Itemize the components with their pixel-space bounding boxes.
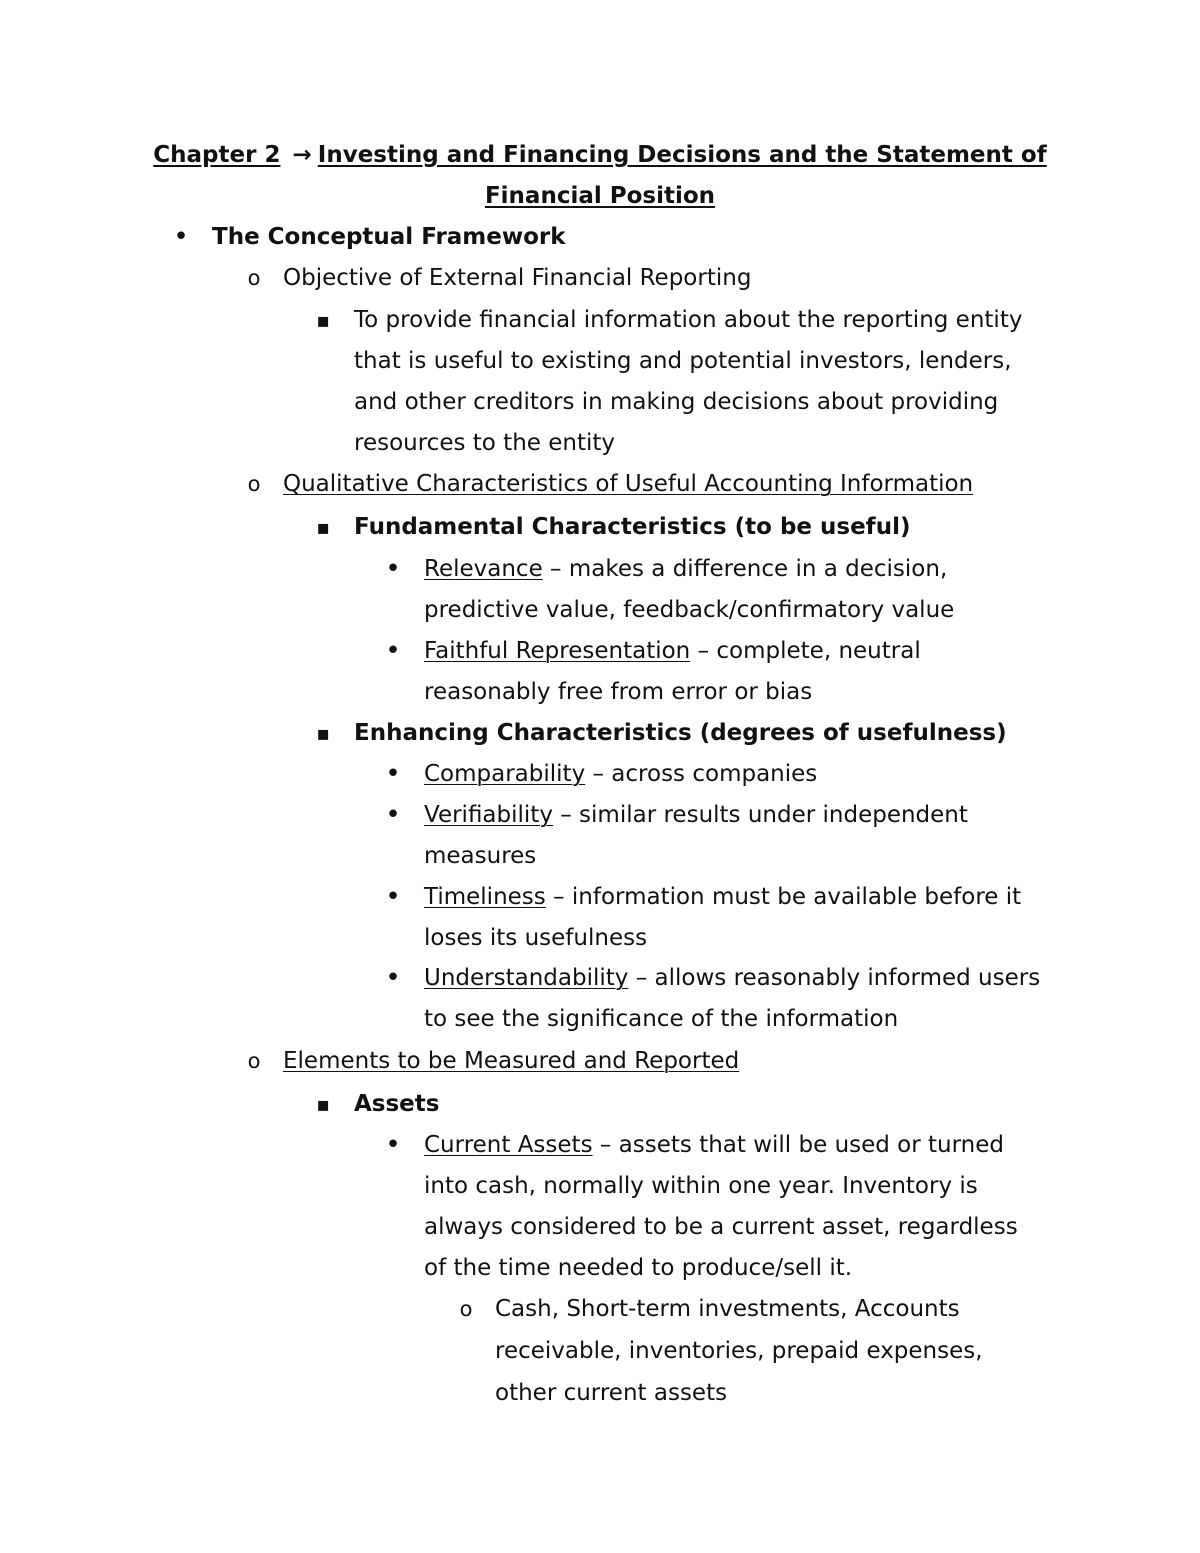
current-assets-examples: receivable, inventories, prepaid expenses, (495, 1338, 983, 1364)
circle-bullet-icon (456, 1289, 476, 1330)
square-bullet-icon (313, 713, 333, 754)
enhancing-heading: Enhancing Characteristics (degrees of usefulness) (354, 720, 1007, 746)
verifiability-desc-cont: measures (424, 843, 537, 869)
title-line-1 (120, 135, 1080, 176)
square-bullet-icon (313, 507, 333, 548)
disc-bullet-icon (383, 631, 403, 673)
current-assets-examples: other current assets (495, 1380, 728, 1406)
timeliness-line (424, 877, 1021, 918)
comparability-desc: – across companies (585, 761, 818, 787)
objective-text-line: To provide financial information about the reporting entity (354, 307, 1023, 333)
disc-bullet-icon (383, 877, 403, 919)
faithful-desc: – complete, neutral (690, 638, 921, 664)
faithful-desc-cont: reasonably free from error or bias (424, 679, 813, 705)
section-heading: The Conceptual Framework (212, 224, 566, 250)
comparability-line (424, 754, 817, 795)
relevance-desc-cont: predictive value, feedback/confirmatory value (424, 597, 955, 623)
understandability-line (424, 958, 1040, 999)
current-assets-term: Current Assets (424, 1132, 593, 1158)
timeliness-desc: – information must be available before it (545, 884, 1022, 910)
qualitative-heading: Qualitative Characteristics of Useful Accounting Information (283, 471, 974, 497)
faithful-term: Faithful Representation (424, 638, 691, 664)
timeliness-desc-cont: loses its usefulness (424, 925, 648, 951)
current-assets-desc-cont: always considered to be a current asset, regardless (424, 1214, 1018, 1240)
disc-bullet-icon (383, 754, 403, 796)
disc-bullet-icon (383, 549, 403, 591)
relevance-line (424, 549, 947, 590)
title-text-2: Financial Position (484, 183, 716, 209)
understandability-desc-cont: to see the significance of the information (424, 1006, 899, 1032)
chapter-label: Chapter 2 (153, 142, 281, 168)
title-line-2 (120, 176, 1080, 217)
disc-bullet-icon (383, 795, 403, 837)
objective-text-line: resources to the entity (354, 430, 615, 456)
current-assets-line (424, 1125, 1004, 1166)
current-assets-examples: Cash, Short-term investments, Accounts (495, 1296, 960, 1322)
elements-heading: Elements to be Measured and Reported (283, 1048, 740, 1074)
circle-bullet-icon (244, 1041, 264, 1082)
timeliness-term: Timeliness (424, 884, 546, 910)
comparability-term: Comparability (424, 761, 586, 787)
objective-text-line: and other creditors in making decisions about providing (354, 389, 999, 415)
faithful-line (424, 631, 921, 672)
objective-heading: Objective of External Financial Reporting (283, 265, 752, 291)
objective-text-line: that is useful to existing and potential investors, lenders, (354, 348, 1012, 374)
title-text-1: Investing and Financing Decisions and the Statement of (317, 142, 1047, 168)
current-assets-desc-cont: into cash, normally within one year. Inventory is (424, 1173, 978, 1199)
right-arrow-icon: → (292, 142, 312, 168)
square-bullet-icon (313, 1084, 333, 1125)
relevance-term: Relevance (424, 556, 543, 582)
disc-bullet-icon (171, 217, 191, 259)
understandability-desc: – allows reasonably informed users (628, 965, 1041, 991)
disc-bullet-icon (383, 958, 403, 1000)
current-assets-desc: – assets that will be used or turned (592, 1132, 1004, 1158)
circle-bullet-icon (244, 464, 264, 505)
current-assets-desc-cont: of the time needed to produce/sell it. (424, 1255, 853, 1281)
verifiability-line (424, 795, 968, 836)
understandability-term: Understandability (424, 965, 629, 991)
verifiability-desc: – similar results under independent (552, 802, 968, 828)
square-bullet-icon (313, 300, 333, 341)
verifiability-term: Verifiability (424, 802, 553, 828)
fundamental-heading: Fundamental Characteristics (to be useful) (354, 514, 911, 540)
disc-bullet-icon (383, 1125, 403, 1167)
relevance-desc: – makes a difference in a decision, (542, 556, 948, 582)
chapter-title (120, 135, 1080, 217)
circle-bullet-icon (244, 258, 264, 299)
assets-heading: Assets (354, 1091, 440, 1117)
